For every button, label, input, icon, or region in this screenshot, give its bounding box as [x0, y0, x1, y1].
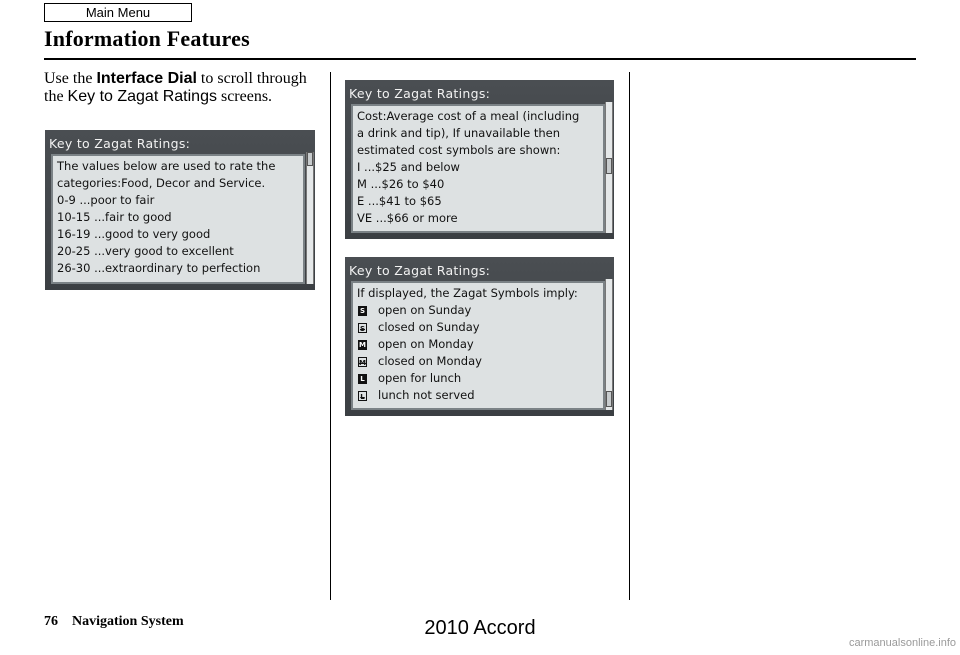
panel-line: Cost:Average cost of a meal (including — [357, 109, 580, 123]
scroll-thumb[interactable] — [606, 391, 612, 407]
intro-part3: to scroll through the — [44, 70, 307, 105]
model-label: 2010 Accord — [424, 617, 536, 639]
symbol-label: open on Sunday — [378, 303, 472, 317]
section-name: Navigation System — [72, 614, 184, 629]
screen-header: Key to Zagat Ratings: — [349, 262, 491, 278]
monday-closed-icon: M — [359, 358, 366, 367]
scrollbar[interactable] — [605, 102, 613, 233]
screen-panel — [51, 154, 305, 284]
panel-line: The values below are used to rate the — [57, 159, 276, 173]
panel-line: 26-30 ...extraordinary to perfection — [57, 261, 261, 275]
panel-line: If displayed, the Zagat Symbols imply: — [357, 286, 578, 300]
symbol-row — [353, 353, 603, 370]
symbol-label: lunch not served — [378, 388, 475, 402]
intro-screen-name: Key to Zagat Ratings — [67, 88, 217, 105]
panel-line: categories:Food, Decor and Service. — [57, 176, 266, 190]
intro-part5: screens. — [216, 88, 273, 105]
screen-header: Key to Zagat Ratings: — [349, 85, 491, 101]
scroll-thumb[interactable] — [606, 158, 612, 174]
symbol-row — [353, 387, 603, 404]
scroll-thumb[interactable] — [307, 152, 313, 166]
panel-line: M ...$26 to $40 — [357, 177, 445, 191]
lunch-open-icon: L — [358, 374, 367, 384]
scrollbar[interactable] — [605, 279, 613, 410]
sunday-open-icon: S — [359, 306, 366, 315]
symbol-label: open on Monday — [378, 337, 474, 351]
panel-line: E ...$41 to $65 — [357, 194, 442, 208]
symbol-label: closed on Monday — [378, 354, 482, 368]
screen-ratings — [45, 130, 315, 290]
symbol-row — [353, 302, 603, 319]
symbol-row — [353, 319, 603, 336]
lunch-not-served-icon: L — [358, 391, 367, 401]
sunday-closed-icon: S — [359, 324, 366, 333]
symbol-row — [353, 370, 603, 387]
monday-open-icon: M — [359, 340, 366, 349]
intro-interface-dial: Interface Dial — [96, 70, 197, 87]
screen-symbols — [345, 257, 614, 416]
intro-part1: Use the — [44, 70, 97, 87]
symbol-label: open for lunch — [378, 371, 462, 385]
scrollbar[interactable] — [306, 152, 314, 284]
column-divider — [330, 72, 331, 600]
intro-text — [44, 70, 314, 106]
panel-line: 10-15 ...fair to good — [57, 210, 172, 224]
page-title: Information Features — [44, 26, 250, 51]
panel-line: 20-25 ...very good to excellent — [57, 244, 234, 258]
screen-cost — [345, 80, 614, 239]
title-rule — [44, 58, 916, 60]
panel-line: a drink and tip), If unavailable then — [357, 126, 561, 140]
screen-panel — [351, 104, 605, 233]
screen-header: Key to Zagat Ratings: — [49, 135, 191, 151]
watermark: carmanualsonline.info — [848, 637, 956, 649]
panel-line: I ...$25 and below — [357, 160, 460, 174]
symbol-label: closed on Sunday — [378, 320, 480, 334]
main-menu-button[interactable]: Main Menu — [44, 3, 192, 22]
panel-line: 0-9 ...poor to fair — [57, 193, 155, 207]
column-divider — [629, 72, 630, 600]
symbol-row — [353, 336, 603, 353]
panel-line: 16-19 ...good to very good — [57, 227, 211, 241]
screen-panel — [351, 281, 605, 410]
panel-line: estimated cost symbols are shown: — [357, 143, 561, 157]
page-number: 76 — [44, 614, 58, 629]
panel-line: VE ...$66 or more — [357, 211, 458, 225]
